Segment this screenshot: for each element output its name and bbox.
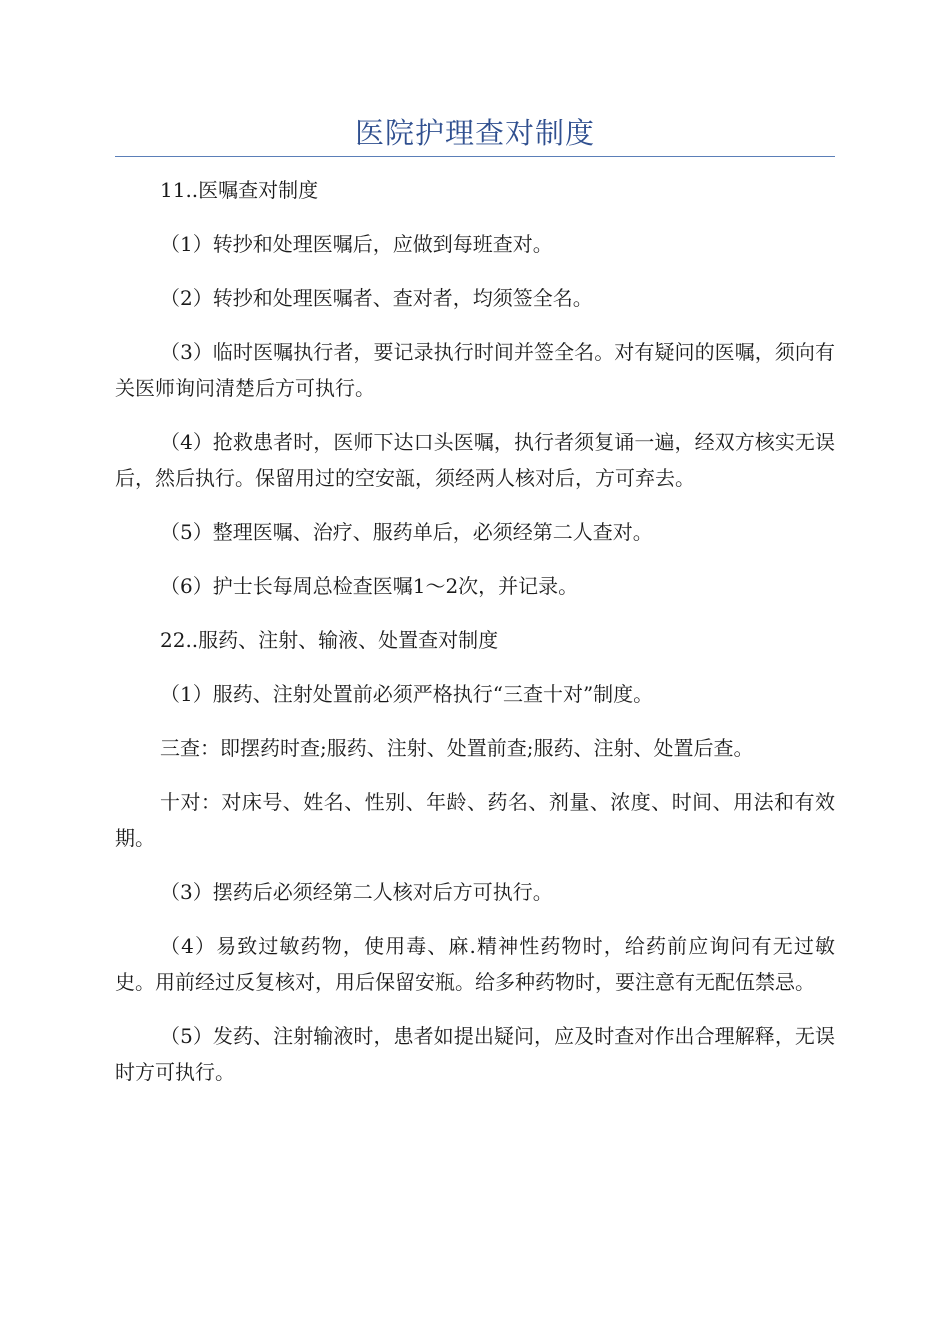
section-heading-1: 11..医嘱查对制度 (160, 178, 319, 202)
paragraph: （2）转抄和处理医嘱者、查对者，均须签全名。 (160, 286, 593, 310)
title-block (115, 110, 835, 157)
paragraph: （5）整理医嘱、治疗、服药单后，必须经第二人查对。 (160, 520, 653, 544)
paragraph: （5）发药、注射输液时，患者如提出疑问，应及时查对作出合理解释，无误时方可执行。 (115, 1024, 835, 1084)
paragraph: （4）抢救患者时，医师下达口头医嘱，执行者须复诵一遍，经双方核实无误后，然后执行。保留用过的空安瓿，须经两人核对后，方可弃去。 (115, 430, 835, 490)
paragraph: （6）护士长每周总检查医嘱1～2次，并记录。 (160, 574, 579, 598)
paragraph: （1）服药、注射处置前必须严格执行“三查十对”制度。 (160, 682, 654, 706)
document-body (115, 172, 835, 1108)
paragraph: 三查：即摆药时查;服药、注射、处置前查;服药、注射、处置后查。 (160, 736, 754, 760)
paragraph: （4）易致过敏药物，使用毒、麻.精神性药物时，给药前应询问有无过敏史。用前经过反复核对，用后保留安瓶。给多种药物时，要注意有无配伍禁忌。 (115, 934, 835, 994)
paragraph: （1）转抄和处理医嘱后，应做到每班查对。 (160, 232, 553, 256)
paragraph: 十对：对床号、姓名、性别、年龄、药名、剂量、浓度、时间、用法和有效期。 (115, 790, 835, 850)
document-title: 医院护理查对制度 (354, 116, 595, 150)
paragraph: （3）临时医嘱执行者，要记录执行时间并签全名。对有疑问的医嘱，须向有关医师询问清楚后方可执行。 (115, 340, 835, 400)
paragraph: （3）摆药后必须经第二人核对后方可执行。 (160, 880, 553, 904)
section-heading-2: 22..服药、注射、输液、处置查对制度 (160, 628, 499, 652)
